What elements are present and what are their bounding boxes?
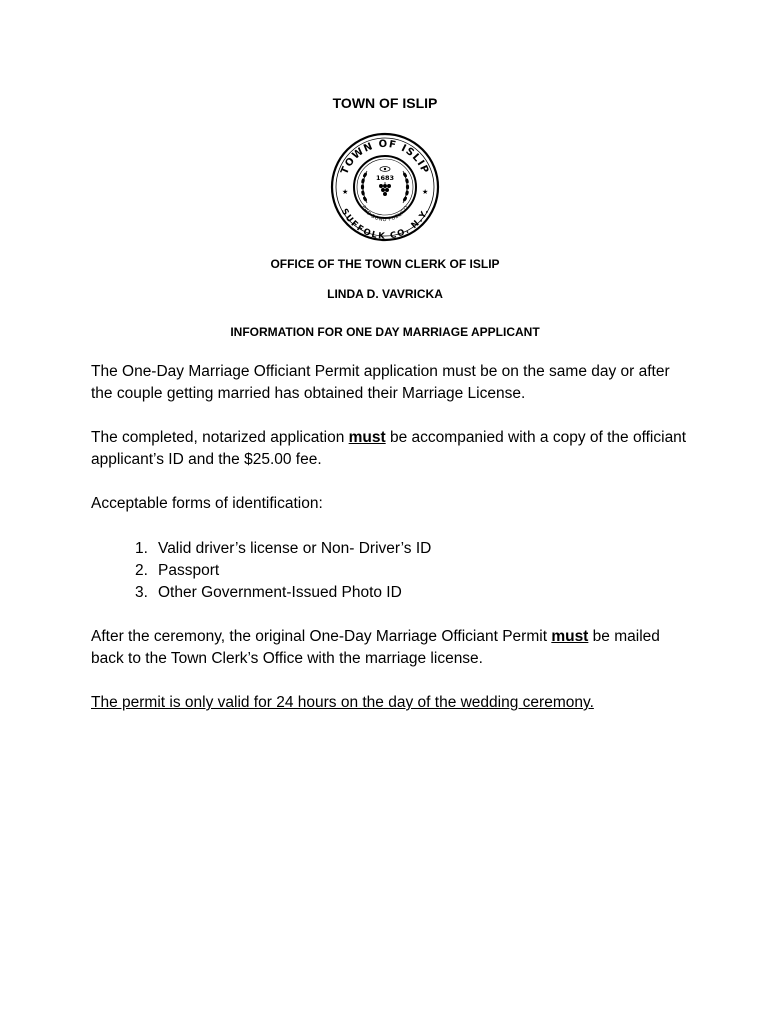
paragraph-validity: The permit is only valid for 24 hours on the day of the wedding ceremony. bbox=[91, 694, 594, 711]
seal-bottom-text: SUFFOLK CO. N.Y. bbox=[338, 207, 432, 242]
star-icon: ★ bbox=[422, 188, 429, 196]
wreath-left-icon bbox=[361, 171, 367, 203]
emphasis-must: must bbox=[551, 628, 589, 645]
grape-cluster-icon bbox=[379, 182, 391, 196]
svg-text:SUFFOLK CO. N.Y. bbox=[338, 204, 432, 242]
list-number: 2. bbox=[135, 562, 148, 579]
list-number: 3. bbox=[135, 584, 148, 601]
paragraph-text: The completed, notarized application bbox=[91, 429, 349, 446]
paragraph-mail-back bbox=[91, 626, 691, 670]
paragraph-text: be mailed back to the Town Clerk’s Office with the marriage license. bbox=[91, 628, 660, 667]
list-item bbox=[135, 560, 431, 582]
seal-top-text: TOWN OF ISLIP bbox=[339, 138, 431, 177]
page-title: TOWN OF ISLIP bbox=[332, 95, 438, 111]
wreath-right-icon bbox=[403, 171, 409, 203]
paragraph-timing: The One-Day Marriage Officiant Permit application must be on the same day or after the couple getting married has obtained their Marriage License. bbox=[91, 363, 670, 402]
clerk-name: LINDA D. VAVRICKA bbox=[327, 287, 443, 301]
emphasis-must: must bbox=[348, 429, 386, 446]
office-name: OFFICE OF THE TOWN CLERK OF ISLIP bbox=[270, 257, 500, 271]
list-text: Other Government-Issued Photo ID bbox=[158, 584, 402, 601]
seal-motto: PRO BONO PUBLICO bbox=[360, 204, 410, 224]
svg-text:PRO BONO PUBLICO bbox=[360, 205, 410, 223]
id-list bbox=[135, 538, 431, 604]
list-text: Passport bbox=[158, 562, 220, 579]
section-heading: INFORMATION FOR ONE DAY MARRIAGE APPLICANT bbox=[230, 325, 540, 339]
paragraph-text: After the ceremony, the original One-Day Marriage Officiant Permit bbox=[91, 628, 552, 645]
paragraph-text: be accompanied with a copy of the officiant applicant’s ID and the $25.00 fee. bbox=[91, 429, 687, 468]
star-icon: ★ bbox=[342, 188, 349, 196]
paragraph-requirements bbox=[91, 427, 691, 471]
list-item bbox=[135, 582, 431, 604]
list-item bbox=[135, 538, 431, 560]
town-seal-logo bbox=[329, 131, 441, 243]
paragraph-id-intro: Acceptable forms of identification: bbox=[91, 495, 323, 512]
list-text: Valid driver’s license or Non- Driver’s ID bbox=[158, 540, 432, 557]
seal-year: 1683 bbox=[375, 174, 395, 182]
list-number: 1. bbox=[135, 540, 148, 557]
